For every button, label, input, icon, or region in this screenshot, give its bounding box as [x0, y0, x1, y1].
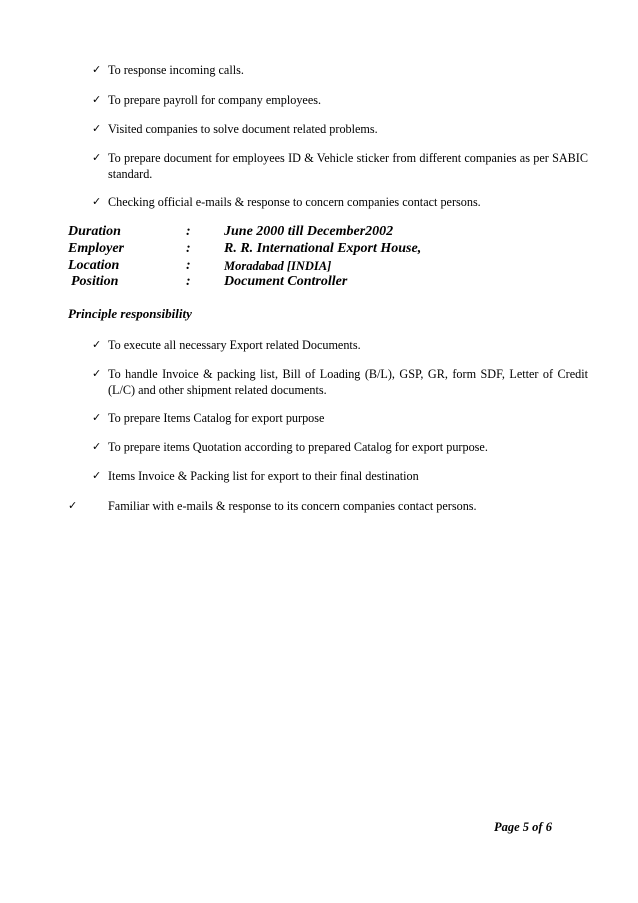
check-mark-icon: ✓	[92, 122, 102, 135]
position-value: Document Controller	[224, 274, 348, 289]
check-mark-icon: ✓	[92, 411, 102, 424]
list-item	[0, 337, 638, 353]
list-item-text: To prepare document for employees ID & Vehicle sticker from different companies as per SABIC standard.	[108, 151, 588, 181]
location-value: Moradabad [INDIA]	[224, 259, 332, 273]
list-item-text: To execute all necessary Export related Documents.	[108, 338, 361, 352]
list-item	[0, 468, 638, 484]
position-label: Position	[71, 274, 119, 289]
list-item-text: To prepare items Quotation according to prepared Catalog for export purpose.	[108, 440, 488, 454]
field-colon: :	[186, 241, 191, 256]
check-mark-icon: ✓	[92, 63, 102, 76]
check-mark-icon: ✓	[92, 195, 102, 208]
list-item-text: Items Invoice & Packing list for export to their final destination	[108, 469, 419, 483]
list-item	[0, 62, 638, 78]
check-mark-icon: ✓	[92, 440, 102, 453]
field-colon: :	[186, 274, 191, 289]
list-item-text: To prepare payroll for company employees.	[108, 93, 322, 107]
check-mark-icon: ✓	[92, 151, 102, 164]
location-label: Location	[68, 258, 120, 273]
list-item-text: Familiar with e-mails & response to its concern companies contact persons.	[108, 499, 477, 513]
responsibility-heading: Principle responsibility	[68, 306, 192, 321]
list-item	[0, 366, 638, 400]
field-colon: :	[186, 258, 191, 273]
check-mark-icon: ✓	[92, 469, 102, 482]
list-item	[0, 439, 638, 455]
list-item-text: To prepare Items Catalog for export purpose	[108, 411, 325, 425]
check-mark-icon: ✓	[68, 499, 78, 512]
page-number: Page 5 of 6	[494, 820, 552, 834]
list-item	[0, 92, 638, 108]
check-mark-icon: ✓	[92, 338, 102, 351]
duration-label: Duration	[68, 224, 121, 239]
duration-value: June 2000 till December2002	[224, 224, 394, 239]
list-item	[0, 194, 638, 210]
list-item-text: To handle Invoice & packing list, Bill of Loading (B/L), GSP, GR, form SDF, Letter of Credit (L/C) and other shipment related documents.	[108, 367, 588, 397]
check-mark-icon: ✓	[92, 367, 102, 380]
field-colon: :	[186, 224, 191, 239]
employer-value: R. R. International Export House,	[224, 241, 422, 256]
list-item-text: Checking official e-mails & response to concern companies contact persons.	[108, 195, 481, 209]
check-mark-icon: ✓	[92, 93, 102, 106]
list-item	[0, 410, 638, 426]
list-item	[0, 121, 638, 137]
employer-label: Employer	[68, 241, 124, 256]
list-item	[0, 150, 638, 184]
list-item-text: To response incoming calls.	[108, 63, 244, 77]
list-item-outdented	[0, 498, 638, 514]
list-item-text: Visited companies to solve document related problems.	[108, 122, 378, 136]
